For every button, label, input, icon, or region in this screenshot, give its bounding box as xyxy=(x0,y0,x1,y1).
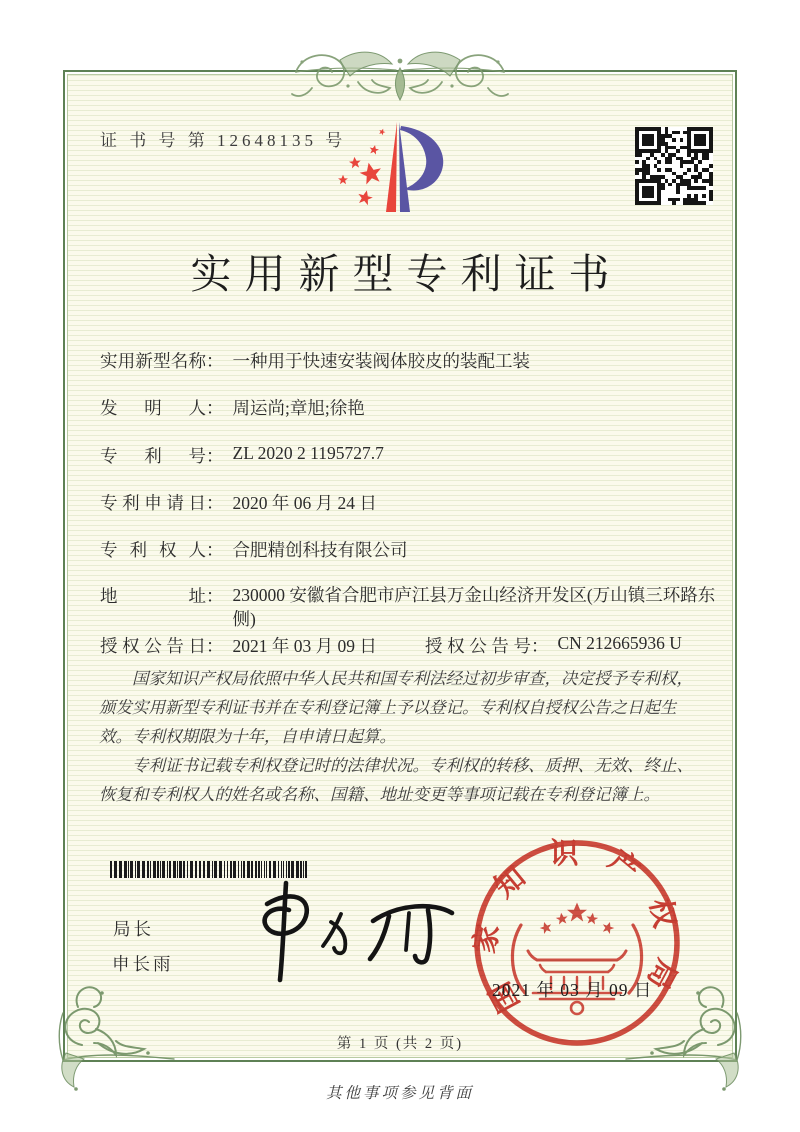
field-value: 合肥精创科技有限公司 xyxy=(232,540,408,560)
field-row-patent-number xyxy=(100,443,720,468)
field-row-inventors xyxy=(100,395,720,420)
qr-code xyxy=(635,127,713,205)
colon: ： xyxy=(206,493,224,513)
field-row-grant xyxy=(100,633,720,658)
seal-date: 2021 年 03 月 09 日 xyxy=(492,980,653,1000)
signature-handwriting xyxy=(222,876,467,991)
field-label: 专利申请日 xyxy=(100,493,206,513)
seal-org-text: 国家知识产权局 xyxy=(468,838,686,1018)
colon: ： xyxy=(206,446,224,466)
field-label: 专利权人 xyxy=(100,540,206,560)
field-label: 授权公告号 xyxy=(425,636,531,656)
colon: ： xyxy=(206,398,224,418)
colon: ： xyxy=(206,351,224,371)
grant-number-group xyxy=(425,633,682,658)
field-value: 2020 年 06 月 24 日 xyxy=(232,493,377,513)
commissioner-name: 申长雨 xyxy=(112,954,174,974)
certificate-number: 证 书 号 第 12648135 号 xyxy=(100,131,347,150)
back-side-note: 其他事项参见背面 xyxy=(325,1085,474,1102)
colon: ： xyxy=(531,636,549,656)
field-value: 230000 安徽省合肥市庐江县万金山经济开发区(万山镇三环路东侧) xyxy=(232,585,716,629)
official-seal xyxy=(467,833,687,1053)
commissioner-title: 局长 xyxy=(113,919,154,939)
cnipa-logo-icon xyxy=(334,116,466,216)
field-label: 实用新型名称 xyxy=(100,351,206,371)
field-value: 周运尚;章旭;徐艳 xyxy=(232,398,365,418)
field-label: 发明人 xyxy=(100,398,206,418)
colon: ： xyxy=(206,636,224,656)
field-row-name xyxy=(100,348,720,373)
field-row-patentee xyxy=(100,537,720,562)
legal-paragraph: 国家知识产权局依照中华人民共和国专利法经过初步审查，决定授予专利权，颁发实用新型专利证书并在专利登记簿上予以登记。专利权自授权公告之日起生效。专利权期限为十年，自申请日起算。 xyxy=(99,669,693,746)
colon: ： xyxy=(206,586,224,606)
field-row-filing-date xyxy=(100,490,720,515)
field-label: 地址 xyxy=(100,586,206,606)
page-number: 第 1 页 (共 2 页) xyxy=(336,1036,464,1052)
field-label: 专利号 xyxy=(100,446,206,466)
colon: ： xyxy=(206,540,224,560)
field-value: ZL 2020 2 1195727.7 xyxy=(232,443,384,463)
top-flourish-ornament xyxy=(288,42,512,118)
field-value: CN 212665936 U xyxy=(557,633,682,653)
certificate-title: 实用新型专利证书 xyxy=(190,251,623,297)
field-value: 2021 年 03 月 09 日 xyxy=(232,636,377,656)
field-label: 授权公告日 xyxy=(100,636,206,656)
field-row-address xyxy=(100,583,720,631)
legal-text xyxy=(99,664,701,809)
legal-paragraph: 专利证书记载专利权登记时的法律状况。专利权的转移、质押、无效、终止、恢复和专利权人的姓名或名称、国籍、地址变更等事项记载在专利登记簿上。 xyxy=(99,756,693,804)
field-value: 一种用于快速安装阀体胶皮的装配工装 xyxy=(232,351,530,371)
